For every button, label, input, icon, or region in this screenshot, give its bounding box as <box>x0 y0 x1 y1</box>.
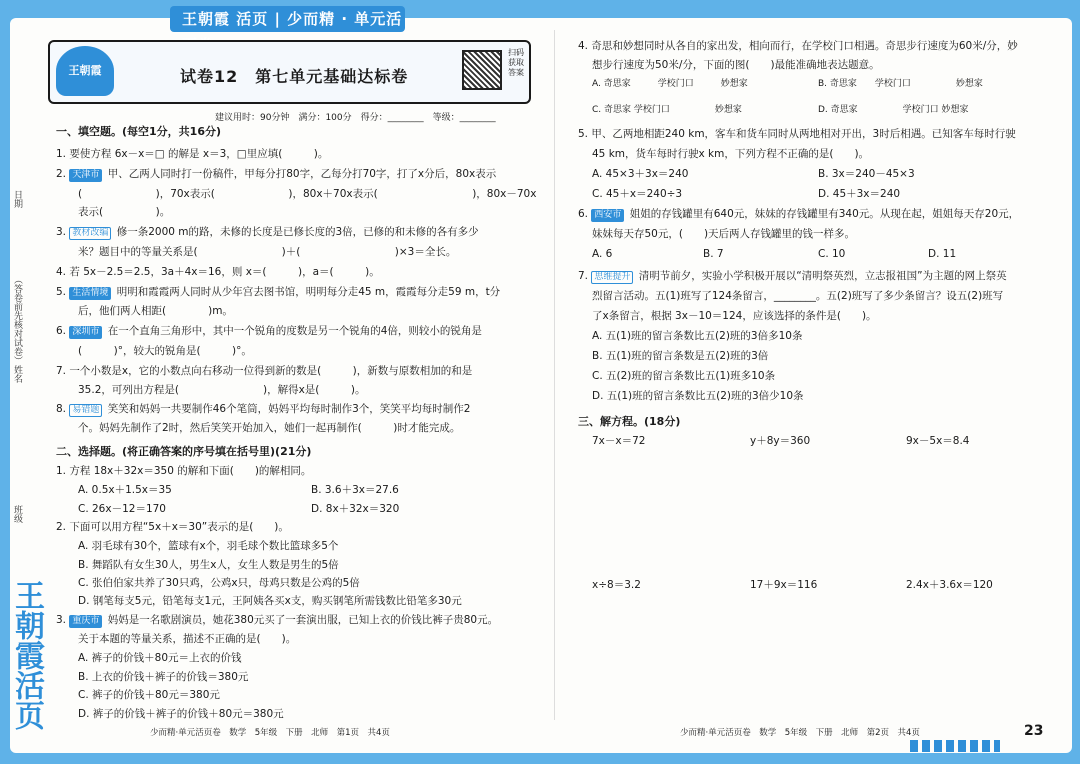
question-line <box>818 75 983 93</box>
question-line <box>56 362 472 380</box>
question-text: 1. 要使方程 6x－x＝□ 的解是 x＝3，□里应填( )。 <box>56 148 329 160</box>
region-tag: 西安市 <box>591 209 624 222</box>
question-text: D. 奇思家 学校门口 妙想家 <box>818 105 969 115</box>
question-line <box>56 400 470 418</box>
question-number: 6. <box>56 325 70 337</box>
question-text: 5. 甲、乙两地相距240 km，客车和货车同时从两地相对开出，3时后相遇。已知客车每时行驶 <box>578 128 1016 140</box>
question-line <box>592 245 612 263</box>
question-line <box>592 307 877 325</box>
question-line <box>78 537 338 555</box>
class-label: 班级 <box>12 505 22 523</box>
question-line <box>78 342 252 360</box>
name-label: 姓名 <box>12 365 22 383</box>
question-text: D. 45＋3x＝240 <box>818 188 901 200</box>
question-text: 妹妹每天存50元，( )天后两人存钱罐里的钱一样多。 <box>592 228 856 240</box>
question-text: A. 裤子的价钱＋80元＝上衣的价钱 <box>78 652 242 664</box>
question-line <box>78 574 360 592</box>
question-text: 2. 下面可以用方程“5x＋x＝30”表示的是( )。 <box>56 521 289 533</box>
type-tag: 教材改编 <box>69 227 111 240</box>
equation: 9x－5x＝8.4 <box>906 435 970 447</box>
question-line <box>56 145 328 163</box>
question-text: C. 张伯伯家共养了30只鸡，公鸡x只，母鸡只数是公鸡的5倍 <box>78 577 360 589</box>
question-text: D. 11 <box>928 248 957 260</box>
equation: y＋8y＝360 <box>750 435 811 447</box>
question-line <box>703 245 724 263</box>
brand-vertical-logo: 王朝霞活页 <box>9 580 44 730</box>
question-text: 二、选择题。(将正确答案的序号填在括号里)(21分) <box>56 445 312 458</box>
question-text: B. 3.6＋3x＝27.6 <box>311 484 399 496</box>
question-text: B. 舞蹈队有女生30人，男生x人，女生人数是男生的5倍 <box>78 559 339 571</box>
page-divider <box>554 30 555 720</box>
question-line <box>818 101 969 119</box>
question-line <box>592 327 802 345</box>
question-line <box>592 56 880 74</box>
question-line <box>578 125 1016 143</box>
question-text: ( )°，较大的锐角是( )°。 <box>78 345 252 357</box>
question-line <box>311 500 399 518</box>
question-text: 表示( )。 <box>78 206 171 218</box>
question-text: D. 裤子的价钱＋裤子的价钱＋80元＝380元 <box>78 708 284 720</box>
question-line <box>78 630 296 648</box>
footer-left: 少而精·单元活页卷 数学 5年级 下册 北师 第1页 共4页 <box>150 728 390 738</box>
question-line <box>56 322 482 340</box>
question-text: 了x条留言，根据 3x－10＝124，应该选择的条件是( )。 <box>592 310 877 322</box>
question-line <box>311 481 399 499</box>
region-tag: 生活情境 <box>69 287 111 300</box>
question-text: B. 奇思家 学校门口 妙想家 <box>818 79 983 89</box>
section-heading <box>578 413 680 431</box>
equation: 7x－x＝72 <box>592 435 646 447</box>
question-text: A. 五(1)班的留言条数比五(2)班的3倍多10条 <box>592 330 803 342</box>
question-line <box>78 649 242 667</box>
footer-right: 少而精·单元活页卷 数学 5年级 下册 北师 第2页 共4页 <box>680 728 920 738</box>
question-line <box>818 245 845 263</box>
question-text: C. 45＋x＝240÷3 <box>592 188 683 200</box>
question-line <box>56 611 498 629</box>
question-text: B. 五(1)班的留言条数是五(2)班的3倍 <box>592 350 769 362</box>
question-line <box>592 101 742 119</box>
question-line <box>578 37 1018 55</box>
question-text: C. 26x－12＝170 <box>78 503 166 515</box>
question-line <box>56 283 500 301</box>
question-line <box>592 75 748 93</box>
question-text: A. 奇思家 学校门口 妙想家 <box>592 79 748 89</box>
question-line <box>78 592 462 610</box>
question-line <box>78 481 172 499</box>
question-text: 笑笑和妈妈一共要制作46个笔筒，妈妈平均每时制作3个，笑笑平均每时制作2 <box>104 403 471 415</box>
equation: 17＋9x＝116 <box>750 579 818 591</box>
date-label: 日期 <box>12 190 22 208</box>
type-tag: 思维提升 <box>591 271 633 284</box>
question-line <box>56 462 311 480</box>
question-text: B. 7 <box>703 248 724 260</box>
question-line <box>56 518 289 536</box>
question-line <box>592 225 855 243</box>
question-text: B. 3x＝240－45×3 <box>818 168 915 180</box>
question-text: 想步行速度为50米/分，下面的图( )最能准确地表达题意。 <box>592 59 880 71</box>
question-text: 清明节前夕，实验小学积极开展以“清明祭英烈，立志报祖国”为主题的网上祭英 <box>635 270 1007 282</box>
question-line <box>578 267 1007 285</box>
brand-logo: 王朝霞 <box>56 46 114 96</box>
question-line <box>78 185 536 203</box>
question-text: 姐姐的存钱罐里有640元，妹妹的存钱罐里有340元。从现在起，姐姐每天存20元， <box>626 208 1020 220</box>
question-line <box>78 302 233 320</box>
section-heading <box>56 123 221 141</box>
question-text: ( )，70x表示( )，80x＋70x表示( )，80x－70x <box>78 188 537 200</box>
question-text: C. 裤子的价钱＋80元＝380元 <box>78 689 220 701</box>
type-tag: 易错题 <box>69 404 102 417</box>
question-text: A. 羽毛球有30个，篮球有x个，羽毛球个数比篮球多5个 <box>78 540 339 552</box>
question-line <box>78 500 166 518</box>
question-text: 关于本题的等量关系，描述不正确的是( )。 <box>78 633 297 645</box>
question-text: 甲、乙两人同时打一份稿件，甲每分打80字，乙每分打70字，打了x分后，80x表示 <box>104 168 497 180</box>
question-line <box>592 347 768 365</box>
question-line <box>592 165 688 183</box>
question-number: 7. <box>578 270 592 282</box>
region-tag: 天津市 <box>69 169 102 182</box>
question-text: C. 10 <box>818 248 846 260</box>
question-number: 6. <box>578 208 592 220</box>
question-line <box>78 203 170 221</box>
question-text: 明明和霞霞两人同时从少年宫去图书馆，明明每分走45 m，霞霞每分走59 m，t分 <box>113 286 501 298</box>
page-number: 23 <box>1024 723 1044 739</box>
question-line <box>78 556 339 574</box>
question-text: 35.2，可列出方程是( )，解得x是( )。 <box>78 384 366 396</box>
equation: x÷8＝3.2 <box>592 579 641 591</box>
left-column <box>56 0 546 764</box>
qr-caption: 扫码获取答案 <box>508 48 524 77</box>
question-text: 在一个直角三角形中，其中一个锐角的度数是另一个锐角的4倍，则较小的锐角是 <box>104 325 482 337</box>
question-text: A. 6 <box>592 248 613 260</box>
region-tag: 重庆市 <box>69 615 102 628</box>
equation: 2.4x＋3.6x＝120 <box>906 579 993 591</box>
question-text: 个。妈妈先制作了2时，然后笑笑开始加入，她们一起再制作( )时才能完成。 <box>78 422 461 434</box>
question-text: B. 上衣的价钱＋裤子的价钱＝380元 <box>78 671 249 683</box>
question-line <box>592 367 775 385</box>
right-column <box>578 0 1058 764</box>
question-text: A. 45×3＋3x＝240 <box>592 168 689 180</box>
question-line <box>78 419 460 437</box>
question-text: 一、填空题。(每空1分，共16分) <box>56 125 222 138</box>
question-number: 3. <box>56 614 70 626</box>
question-number: 2. <box>56 168 70 180</box>
question-line <box>56 223 479 241</box>
question-text: 4. 奇思和妙想同时从各自的家出发，相向而行，在学校门口相遇。奇思步行速度为60米/分，妙 <box>578 40 1018 52</box>
question-line <box>78 668 248 686</box>
question-number: 5. <box>56 286 70 298</box>
question-line <box>592 387 804 405</box>
question-text: 三、解方程。(18分) <box>578 415 681 428</box>
question-line <box>818 185 900 203</box>
question-text: D. 五(1)班的留言条数比五(2)班的3倍少10条 <box>592 390 804 402</box>
question-text: A. 0.5x＋1.5x＝35 <box>78 484 172 496</box>
question-line <box>592 287 1003 305</box>
question-text: 修一条2000 m的路，未修的长度是已修长度的3倍，已修的和未修的各有多少 <box>113 226 479 238</box>
question-line <box>592 185 682 203</box>
question-text: 妈妈是一名歌剧演员，她花380元买了一套演出服，已知上衣的价钱比裤子贵80元。 <box>104 614 499 626</box>
question-number: 3. <box>56 226 70 238</box>
question-line <box>78 686 220 704</box>
question-line <box>818 165 915 183</box>
question-text: 4. 若 5x－2.5＝2.5，3a＋4x＝16，则 x＝( )，a＝( )。 <box>56 266 380 278</box>
brand-tab: 王朝霞 活页 | 少而精 · 单元活 <box>170 6 405 32</box>
question-line <box>78 705 284 723</box>
region-tag: 深圳市 <box>69 326 102 339</box>
question-number: 8. <box>56 403 70 415</box>
question-text: 米？题目中的等量关系是( )＋( )×3＝全长。 <box>78 246 457 258</box>
exam-title: 试卷12 第七单元基础达标卷 <box>180 67 409 86</box>
question-line <box>928 245 956 263</box>
section-heading <box>56 443 311 461</box>
question-text: 7. 一个小数是x，它的小数点向右移动一位得到新的数是( )，新数与原数相加的和是 <box>56 365 473 377</box>
question-line <box>578 205 1019 223</box>
question-text: C. 奇思家 学校门口 妙想家 <box>592 105 742 115</box>
decorative-bars <box>910 740 1000 752</box>
question-text: 1. 方程 18x＋32x＝350 的解和下面( )的解相同。 <box>56 465 312 477</box>
question-line <box>78 381 365 399</box>
question-text: C. 五(2)班的留言条数比五(1)班多10条 <box>592 370 776 382</box>
question-text: D. 8x＋32x＝320 <box>311 503 400 515</box>
question-text: 后，他们两人相距( )m。 <box>78 305 233 317</box>
question-text: 烈留言活动。五(1)班写了124条留言，________。五(2)班写了多少条留言？设五(2)班写 <box>592 290 1004 302</box>
question-text: D. 钢笔每支5元，铅笔每支1元，王阿姨各买x支，购买钢笔所需钱数比铅笔多30元 <box>78 595 462 607</box>
question-line <box>56 165 496 183</box>
exam-info: 建议用时：90分钟 满分：100分 得分：________ 等级：________ <box>215 113 496 123</box>
question-text: 45 km，货车每时行驶x km，下列方程不正确的是( )。 <box>592 148 870 160</box>
binding-warning: （答卷前先核对试卷） <box>12 275 22 365</box>
question-line <box>78 243 456 261</box>
question-line <box>56 263 380 281</box>
question-line <box>592 145 869 163</box>
